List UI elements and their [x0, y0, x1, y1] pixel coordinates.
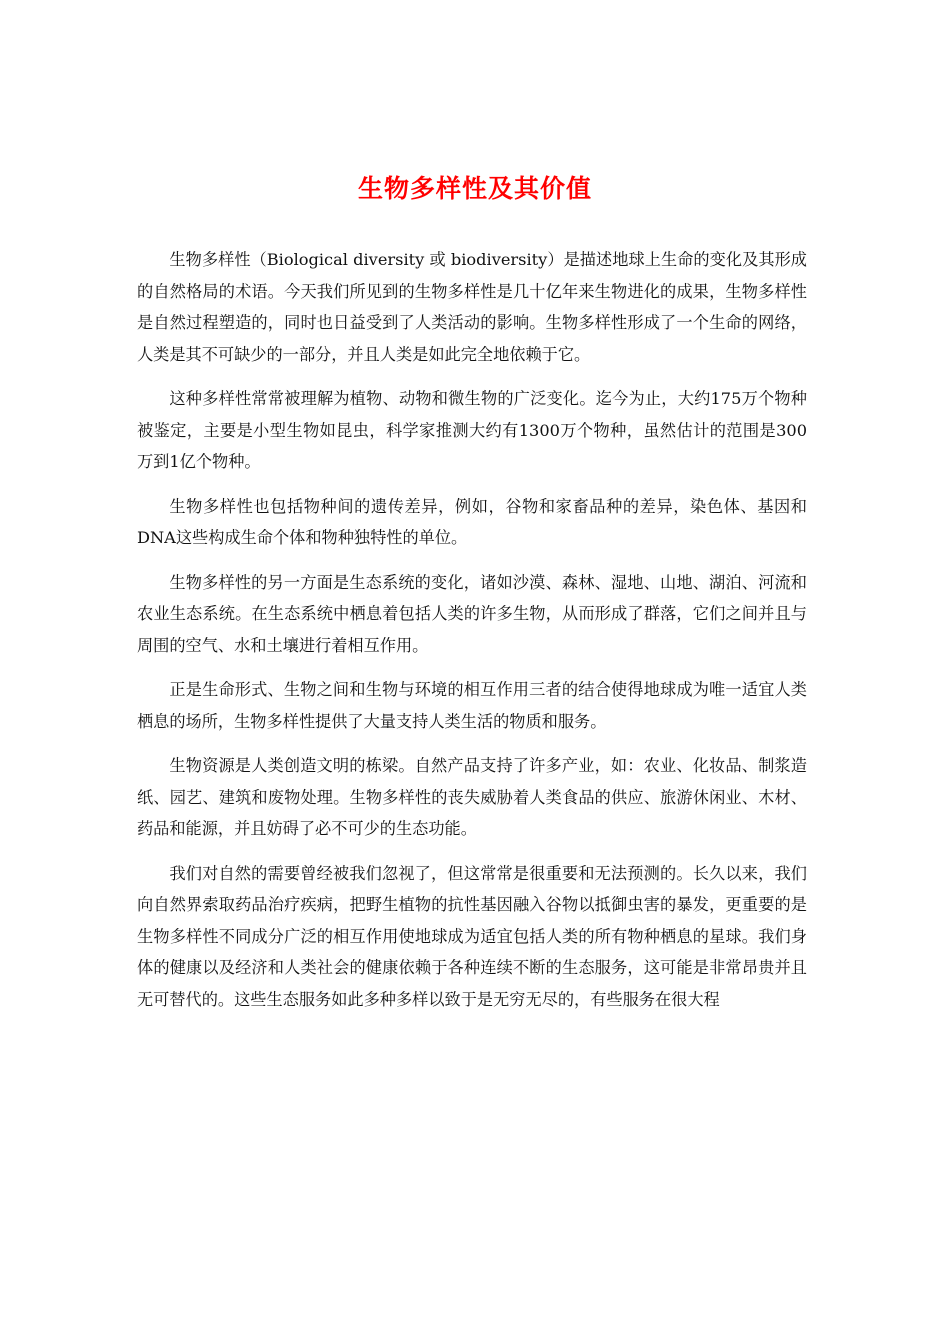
document-title: 生物多样性及其价值: [357, 173, 592, 203]
paragraph-6: 生物资源是人类创造文明的栋梁。自然产品支持了许多产业，如：农业、化妆品、制浆造纸、园艺、建筑和废物处理。生物多样性的丧失威胁着人类食品的供应、旅游休闲业、木材、药品和能源，并且妨碍了必不可少的生态功能。: [137, 756, 807, 838]
document-body: [137, 244, 807, 1028]
paragraph-7: 我们对自然的需要曾经被我们忽视了，但这常常是很重要和无法预测的。长久以来，我们向自然界索取药品治疗疾病，把野生植物的抗性基因融入谷物以抵御虫害的暴发，更重要的是生物多样性不同成分广泛的相互作用使地球成为适宜包括人类的所有物种栖息的星球。我们身体的健康以及经济和人类社会的健康依赖于各种连续不断的生态服务，这可能是非常昂贵并且无可替代的。这些生态服务如此多种多样以致于是无穷无尽的，有些服务在很大程: [137, 863, 807, 1009]
paragraph-2: 这种多样性常常被理解为植物、动物和微生物的广泛变化。迄今为止，大约175万个物种被鉴定，主要是小型生物如昆虫，科学家推测大约有1300万个物种，虽然估计的范围是300万到1亿个物种。: [137, 389, 807, 471]
paragraph-1: 生物多样性（Biological diversity 或 biodiversity）是描述地球上生命的变化及其形成的自然格局的术语。今天我们所见到的生物多样性是几十亿年来生物进化的成果，生物多样性是自然过程塑造的，同时也日益受到了人类活动的影响。生物多样性形成了一个生命的网络，人类是其不可缺少的一部分，并且人类是如此完全地依赖于它。: [137, 250, 807, 364]
paragraph-4: 生物多样性的另一方面是生态系统的变化，诸如沙漠、森林、湿地、山地、湖泊、河流和农业生态系统。在生态系统中栖息着包括人类的许多生物，从而形成了群落，它们之间并且与周围的空气、水和土壤进行着相互作用。: [137, 572, 807, 655]
paragraph-3: 生物多样性也包括物种间的遗传差异，例如，谷物和家畜品种的差异，染色体、基因和DNA这些构成生命个体和物种独特性的单位。: [137, 496, 807, 547]
paragraph-5: 正是生命形式、生物之间和生物与环境的相互作用三者的结合使得地球成为唯一适宜人类栖息的场所，生物多样性提供了大量支持人类生活的物质和服务。: [137, 680, 807, 731]
